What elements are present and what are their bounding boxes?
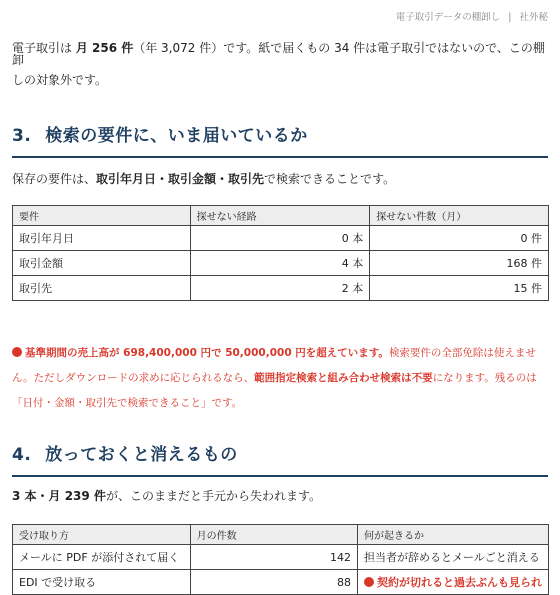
page-header [396, 9, 548, 23]
table-header-row [13, 525, 549, 545]
intro-prefix: 電子取引は [12, 41, 76, 55]
alert-note [12, 341, 548, 416]
alert-text-2: になります。残るのは「日付・金額・取引先で検索できること」です。 [12, 372, 537, 409]
section-3-lead [12, 173, 395, 185]
alert-dot-icon [12, 347, 22, 357]
section-4-heading [12, 440, 548, 477]
lead-suffix: が、このままだと手元から失われます。 [105, 489, 321, 503]
requirement-cell: 取引先 [13, 276, 191, 301]
count-cell: 15 件 [370, 276, 549, 301]
alert-bold-1: 基準期間の売上高が 698,400,000 円で 50,000,000 円を超えています。 [25, 347, 389, 359]
requirement-cell: 取引金額 [13, 251, 191, 276]
alert-text-1: 検索要件の全部免除は使えません。ただしダウンロードの求めに応じられるなら、 [12, 347, 536, 384]
lead-bold: 3 本・月 239 件 [12, 489, 106, 503]
method-cell: EDI で受け取る [13, 570, 191, 595]
table-row [13, 570, 549, 595]
lead-suffix: で検索できることです。 [264, 172, 396, 186]
count-cell: 0 件 [370, 226, 549, 251]
column-header-count: 探せない件数（月） [370, 206, 549, 226]
table-row [13, 226, 549, 251]
section-4-number: 4. [12, 445, 32, 465]
alert-bold-2: 範囲指定検索と組み合わせ検索は不要 [254, 372, 433, 384]
doc-title: 電子取引データの棚卸し [395, 12, 501, 23]
section-3-heading [12, 121, 548, 158]
routes-cell: 4 本 [190, 251, 370, 276]
effect-cell: 担当者が辞めるとメールごと消える [357, 545, 548, 570]
intro-rest: （年 3,072 件）です。紙で届くもの 34 件は電子取引ではないので、この棚卸 [12, 41, 545, 67]
lead-prefix: 保存の要件は、 [12, 172, 97, 186]
header-separator: | [508, 12, 512, 23]
table-row [13, 545, 549, 570]
section-4-lead [12, 490, 321, 502]
classification-label: 社外秘 [519, 12, 548, 23]
intro-monthly-count: 月 256 件 [75, 41, 134, 55]
count-cell: 168 件 [370, 251, 549, 276]
table-row [13, 276, 549, 301]
section-4-title: 放っておくと消えるもの [45, 445, 238, 465]
method-cell: メールに PDF が添付されて届く [13, 545, 191, 570]
column-header-monthly: 月の件数 [190, 525, 357, 545]
search-requirements-table [12, 205, 549, 301]
requirement-cell: 取引年月日 [13, 226, 191, 251]
effect-cell [357, 570, 548, 595]
monthly-count-cell: 88 [190, 570, 357, 595]
loss-risk-table [12, 524, 549, 595]
lead-bold: 取引年月日・取引金額・取引先 [96, 172, 265, 186]
alert-dot-icon [364, 577, 374, 587]
effect-text: 契約が切れると過去ぶんも見られ [376, 576, 542, 589]
section-3-number: 3. [12, 126, 32, 146]
table-header-row [13, 206, 549, 226]
column-header-effect: 何が起きるか [357, 525, 548, 545]
intro-line-2: しの対象外です。 [12, 73, 108, 87]
routes-cell: 0 本 [190, 226, 370, 251]
routes-cell: 2 本 [190, 276, 370, 301]
monthly-count-cell: 142 [190, 545, 357, 570]
intro-paragraph [12, 41, 548, 87]
table-row [13, 251, 549, 276]
section-3-title: 検索の要件に、いま届いているか [45, 126, 308, 146]
column-header-method: 受け取り方 [13, 525, 191, 545]
column-header-requirement: 要件 [13, 206, 191, 226]
column-header-routes: 探せない経路 [190, 206, 370, 226]
